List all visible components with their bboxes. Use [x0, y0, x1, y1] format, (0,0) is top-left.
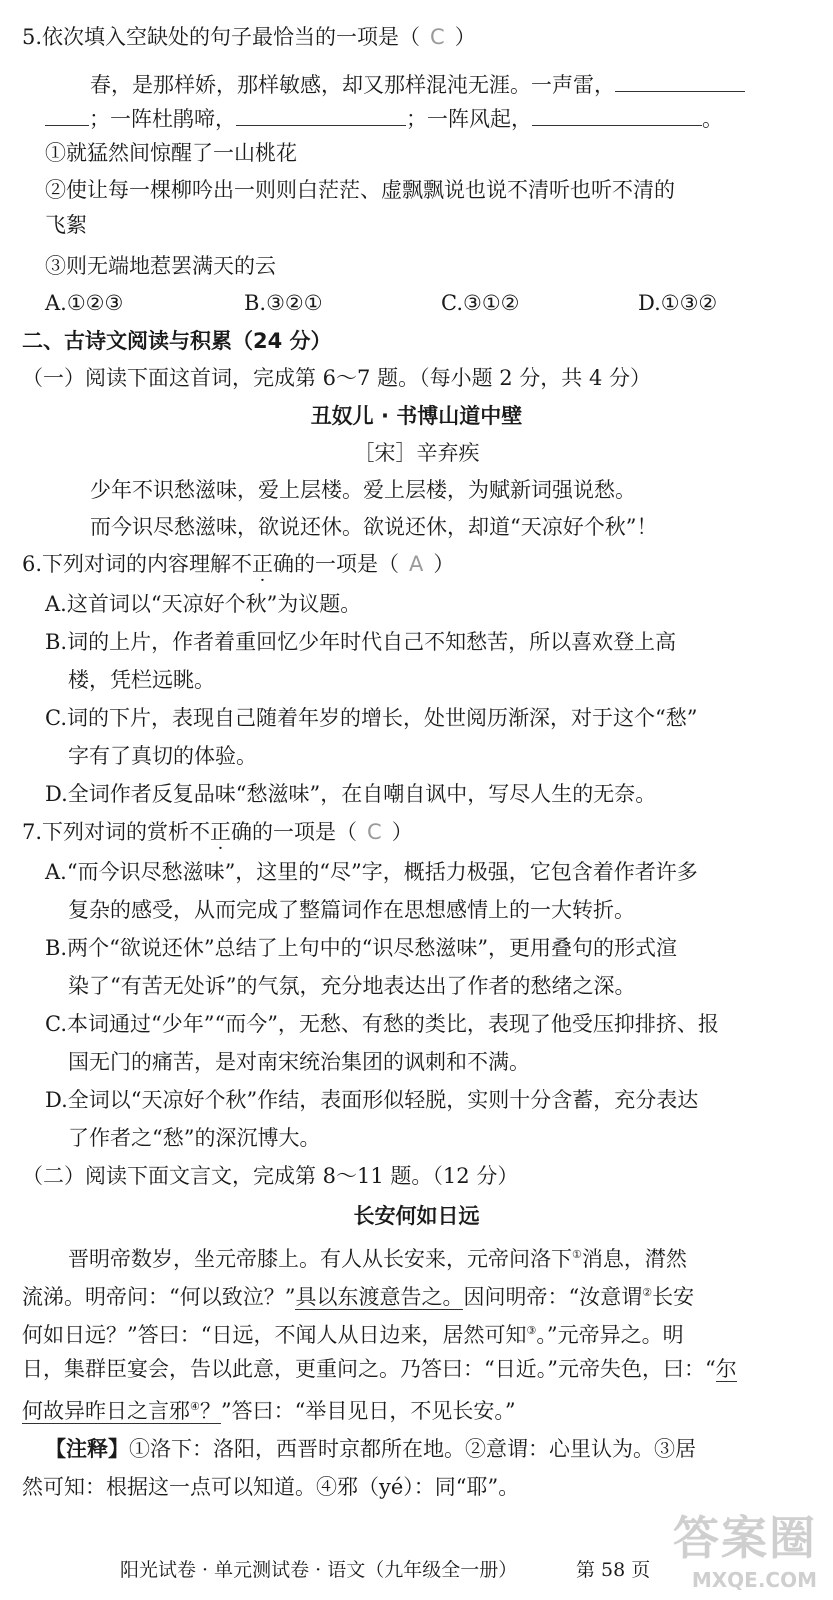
prose-line-4: 日，集群臣宴会，告以此意，更重问之。乃答曰：“日近。”元帝失色，曰：“尔 — [22, 1357, 737, 1381]
q5-stem: 5.依次填入空缺处的句子最恰当的一项是（ C ） — [22, 25, 476, 49]
poem-title: 丑奴儿 · 书博山道中壁 — [310, 404, 523, 428]
q6-stem: 6.下列对词的内容理解不正确的一项是（ A ） — [22, 552, 455, 576]
section-2-title: 二、古诗文阅读与积累（24 分） — [22, 329, 332, 353]
q5-text-line1: 春，是那样娇，那样敏感，却又那样混沌无涯。一声雷， — [90, 70, 745, 100]
q6-option-d: D.全词作者反复品味“愁滋味”，在自嘲自讽中，写尽人生的无奈。 — [45, 782, 657, 806]
part-2-heading: （二）阅读下面文言文，完成第 8～11 题。（12 分） — [22, 1164, 519, 1188]
q6-option-c: C.词的下片，表现自己随着年岁的增长，处世阅历渐深，对于这个“愁” — [45, 706, 698, 730]
poem-author: ［宋］辛弃疾 — [353, 441, 480, 465]
blank-1-cont — [45, 107, 89, 126]
q5-choice-b: B.③②① — [244, 291, 323, 315]
footer-page: 第 58 页 — [576, 1559, 651, 1581]
q7-option-d-cont: 了作者之“愁”的深沉博大。 — [68, 1126, 321, 1150]
q7-option-c-cont: 国无门的痛苦，是对南宋统治集团的讽刺和不满。 — [68, 1050, 530, 1074]
q7-option-b-cont: 染了“有苦无处诉”的气氛，充分地表达出了作者的愁绪之深。 — [68, 974, 636, 998]
underlined-sentence-1: 具以东渡意告之。 — [295, 1285, 464, 1309]
q6-option-b: B.词的上片，作者着重回忆少年时代自己不知愁苦，所以喜欢登上高 — [45, 630, 677, 654]
q5-text-line2: ；一阵杜鹃啼， ；一阵风起， 。 — [45, 104, 723, 134]
q6-answer: A — [409, 552, 424, 576]
poem-line-2: 而今识尽愁滋味，欲说还休。欲说还休，却道“天凉好个秋”！ — [90, 515, 658, 539]
blank-1 — [615, 73, 745, 92]
q5-answer: C — [430, 25, 445, 49]
q7-option-a: A.“而今识尽愁滋味”，这里的“尽”字，概括力极强，它包含着作者许多 — [45, 860, 698, 884]
emphasis-dots: 不正确 — [231, 552, 295, 576]
prose-line-2: 流涕。明帝问：“何以致泣？”具以东渡意告之。因问明帝：“汝意谓②长安 — [22, 1285, 695, 1309]
notes-label: 【注释】 — [45, 1437, 129, 1461]
q5-choice-c: C.③①② — [441, 291, 520, 315]
q7-answer: C — [367, 820, 382, 844]
prose-line-1: 晋明帝数岁，坐元帝膝上。有人从长安来，元帝问洛下①消息，潸然 — [68, 1247, 687, 1271]
underlined-sentence-2: 尔 — [715, 1357, 737, 1381]
q7-option-d: D.全词以“天凉好个秋”作结，表面形似轻脱，实则十分含蓄，充分表达 — [45, 1088, 699, 1112]
emphasis-dots: 不正确 — [189, 820, 253, 844]
q5-option-1: ①就猛然间惊醒了一山桃花 — [45, 141, 297, 165]
q7-option-c: C.本词通过“少年”“而今”，无愁、有愁的类比，表现了他受压抑排挤、报 — [45, 1012, 719, 1036]
q5-option-2-cont: 飞絮 — [45, 213, 87, 237]
q5-option-3: ③则无端地惹罢满天的云 — [45, 254, 276, 278]
watermark-logo: 答案圈 MXQE.COM — [673, 1511, 817, 1592]
underlined-sentence-2-cont: 何故异昨日之言邪④？ — [22, 1399, 221, 1423]
blank-3 — [532, 107, 702, 126]
q7-option-a-cont: 复杂的感受，从而完成了整篇词作在思想感情上的一大转折。 — [68, 898, 635, 922]
q5-option-2: ②使让每一棵柳吟出一则则白茫茫、虚飘飘说也说不清听也听不清的 — [45, 178, 675, 202]
blank-2 — [236, 107, 406, 126]
footer-text: 阳光试卷 · 单元测试卷 · 语文（九年级全一册） — [120, 1559, 518, 1581]
notes-line-2: 然可知：根据这一点可以知道。④邪（yé）：同“耶”。 — [22, 1475, 520, 1499]
prose-line-3: 何如日远？”答曰：“日远，不闻人从日边来，居然可知③。”元帝异之。明 — [22, 1323, 684, 1347]
poem-line-1: 少年不识愁滋味，爱上层楼。爱上层楼，为赋新词强说愁。 — [90, 478, 636, 502]
q5-choice-a: A.①②③ — [45, 291, 124, 315]
prose-title: 长安何如日远 — [353, 1204, 480, 1228]
prose-line-5: 何故异昨日之言邪④？”答曰：“举目见日，不见长安。” — [22, 1399, 516, 1423]
q6-option-b-cont: 楼，凭栏远眺。 — [68, 668, 215, 692]
part-1-heading: （一）阅读下面这首词，完成第 6～7 题。（每小题 2 分，共 4 分） — [22, 366, 651, 390]
notes-line-1: 【注释】①洛下：洛阳，西晋时京都所在地。②意谓：心里认为。③居 — [45, 1437, 696, 1461]
q7-stem: 7.下列对词的赏析不正确的一项是（ C ） — [22, 820, 413, 844]
q7-option-b: B.两个“欲说还休”总结了上句中的“识尽愁滋味”，更用叠句的形式渲 — [45, 936, 678, 960]
q5-choice-d: D.①③② — [638, 291, 718, 315]
q6-option-a: A.这首词以“天凉好个秋”为议题。 — [45, 592, 362, 616]
q6-option-c-cont: 字有了真切的体验。 — [68, 744, 257, 768]
